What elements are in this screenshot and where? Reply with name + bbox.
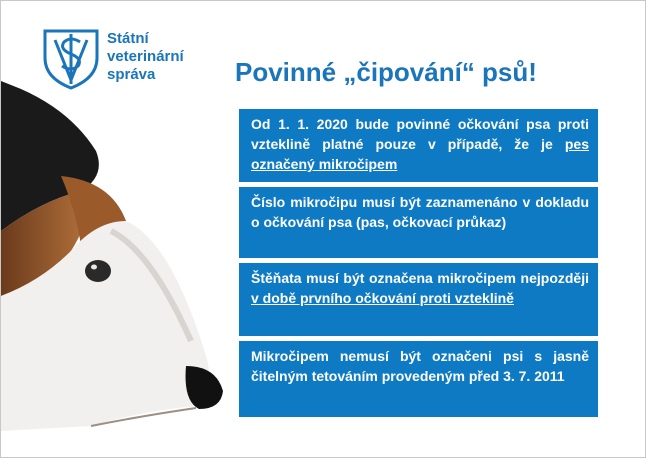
- organization-name: [107, 30, 184, 84]
- org-line-1: Státní: [107, 30, 149, 47]
- org-line-3: správa: [107, 66, 156, 83]
- info-box-1-highlight: pes označený mikročipem: [251, 136, 589, 172]
- slide-title: Povinné „čipování“ psů!: [235, 57, 537, 87]
- info-box-3: [239, 263, 598, 336]
- info-box-4: [239, 341, 598, 417]
- info-box-3-highlight: v době prvního očkování proti vzteklině: [251, 290, 514, 306]
- org-line-2: veterinární: [107, 48, 184, 65]
- dog-image: [1, 81, 231, 431]
- info-box-2-text: Číslo mikročipu musí být zaznamenáno v dokladu o očkování psa (pas, očkovací průkaz): [251, 194, 589, 230]
- info-box-3-text: Štěňata musí být označena mikročipem nejpozději: [251, 270, 589, 286]
- info-box-4-text: Mikročipem nemusí být označeni psi s jasně čitelným tetováním provedeným před 3. 7. 2011: [251, 348, 589, 384]
- info-box-1: [239, 109, 598, 182]
- info-box-1-text: Od 1. 1. 2020 bude povinné očkování psa proti vzteklině platné pouze v případě, že je: [251, 116, 589, 152]
- info-box-2: [239, 187, 598, 258]
